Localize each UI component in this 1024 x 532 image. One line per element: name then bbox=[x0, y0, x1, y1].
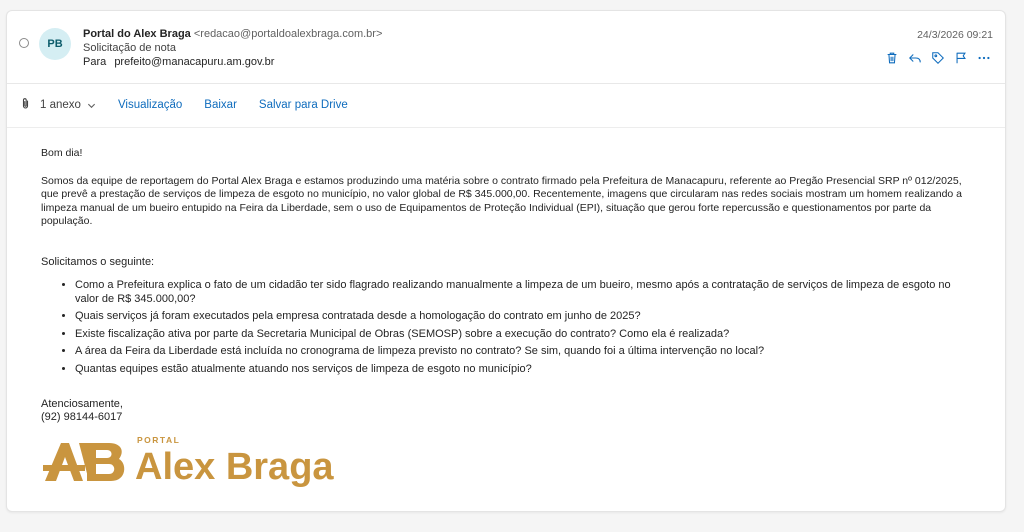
reply-icon bbox=[908, 51, 922, 65]
paperclip-icon bbox=[19, 97, 32, 113]
greeting: Bom dia! bbox=[41, 147, 83, 159]
attachment-bar bbox=[19, 95, 348, 115]
reply-button[interactable] bbox=[903, 49, 926, 67]
list-item: • Quantas equipes estão atualmente atuando nos serviços de limpeza de esgoto no município? bbox=[75, 363, 971, 377]
list-item: • A área da Feira da Liberdade está incluída no cronograma de limpeza previsto no contrato? Se sim, quando foi a última intervenção no local? bbox=[75, 345, 971, 359]
to-address[interactable]: prefeito@manacapuru.am.gov.br bbox=[114, 56, 275, 68]
email-reading-pane bbox=[6, 10, 1006, 512]
to-label: Para bbox=[83, 56, 107, 68]
email-subject: Solicitação de nota bbox=[83, 42, 176, 54]
tag-icon bbox=[931, 51, 945, 65]
tag-button[interactable] bbox=[926, 49, 949, 67]
header-divider bbox=[7, 83, 1005, 84]
message-actions bbox=[880, 49, 995, 67]
signature bbox=[41, 398, 971, 424]
download-link[interactable]: Baixar bbox=[204, 99, 237, 111]
delete-button[interactable] bbox=[880, 49, 903, 67]
attachment-divider bbox=[7, 127, 1005, 128]
svg-text:Alex Braga: Alex Braga bbox=[135, 446, 334, 488]
select-radio[interactable] bbox=[19, 38, 29, 48]
flag-icon bbox=[954, 51, 968, 65]
delete-icon bbox=[885, 51, 899, 65]
chevron-down-icon[interactable] bbox=[87, 101, 96, 110]
questions-list bbox=[41, 279, 971, 376]
email-header bbox=[7, 11, 1005, 83]
more-icon bbox=[977, 51, 991, 65]
email-body bbox=[41, 147, 971, 424]
phone-number: (92) 98144-6017 bbox=[41, 411, 123, 423]
portal-logo bbox=[43, 429, 363, 491]
flag-button[interactable] bbox=[949, 49, 972, 67]
attachment-count[interactable]: 1 anexo bbox=[40, 99, 81, 111]
recipient-line bbox=[83, 56, 274, 68]
save-to-drive-link[interactable]: Salvar para Drive bbox=[258, 99, 348, 111]
list-item: • Como a Prefeitura explica o fato de um cidadão ter sido flagrado realizando manualmente a limpeza de um bueiro, mesmo após a contratação de serviços de limpeza de esgoto no valor de R$ 345.000,00? bbox=[75, 279, 971, 306]
intro-paragraph: Somos da equipe de reportagem do Portal Alex Braga e estamos produzindo uma matéria sobre o contrato firmado pela Prefeitura de Manacapuru, referente ao Pregão Presencial SRP nº 012/2025, que prevê a prestação de serviços de limpeza de esgoto no município, no valor global de R$ 345.000,00. Recentemente, imagens que circularam nas redes sociais mostram um homem realizando a limpeza manual de um bueiro entupido na Feira da Liberdade, sem o uso de Equipamentos de Proteção Individual (EPI), situação que gerou forte repercussão e questionamentos por parte da população. bbox=[41, 174, 963, 227]
email-date: 24/3/2026 09:21 bbox=[917, 29, 993, 41]
list-item: • Existe fiscalização ativa por parte da Secretaria Municipal de Obras (SEMOSP) sobre a execução do contrato? Como ela é realizada? bbox=[75, 328, 971, 342]
closing: Atenciosamente, bbox=[41, 398, 123, 410]
more-button[interactable] bbox=[972, 49, 995, 67]
list-item: • Quais serviços já foram executados pela empresa contratada desde a homologação do contrato em junho de 2025? bbox=[75, 310, 971, 324]
avatar[interactable]: PB bbox=[39, 28, 71, 60]
sender bbox=[83, 28, 382, 40]
svg-text:PORTAL: PORTAL bbox=[137, 435, 181, 445]
sender-address[interactable]: <redacao@portaldoalexbraga.com.br> bbox=[193, 28, 383, 40]
preview-link[interactable]: Visualização bbox=[117, 99, 183, 111]
sender-name[interactable]: Portal do Alex Braga bbox=[83, 28, 191, 40]
request-intro: Solicitamos o seguinte: bbox=[41, 255, 155, 268]
